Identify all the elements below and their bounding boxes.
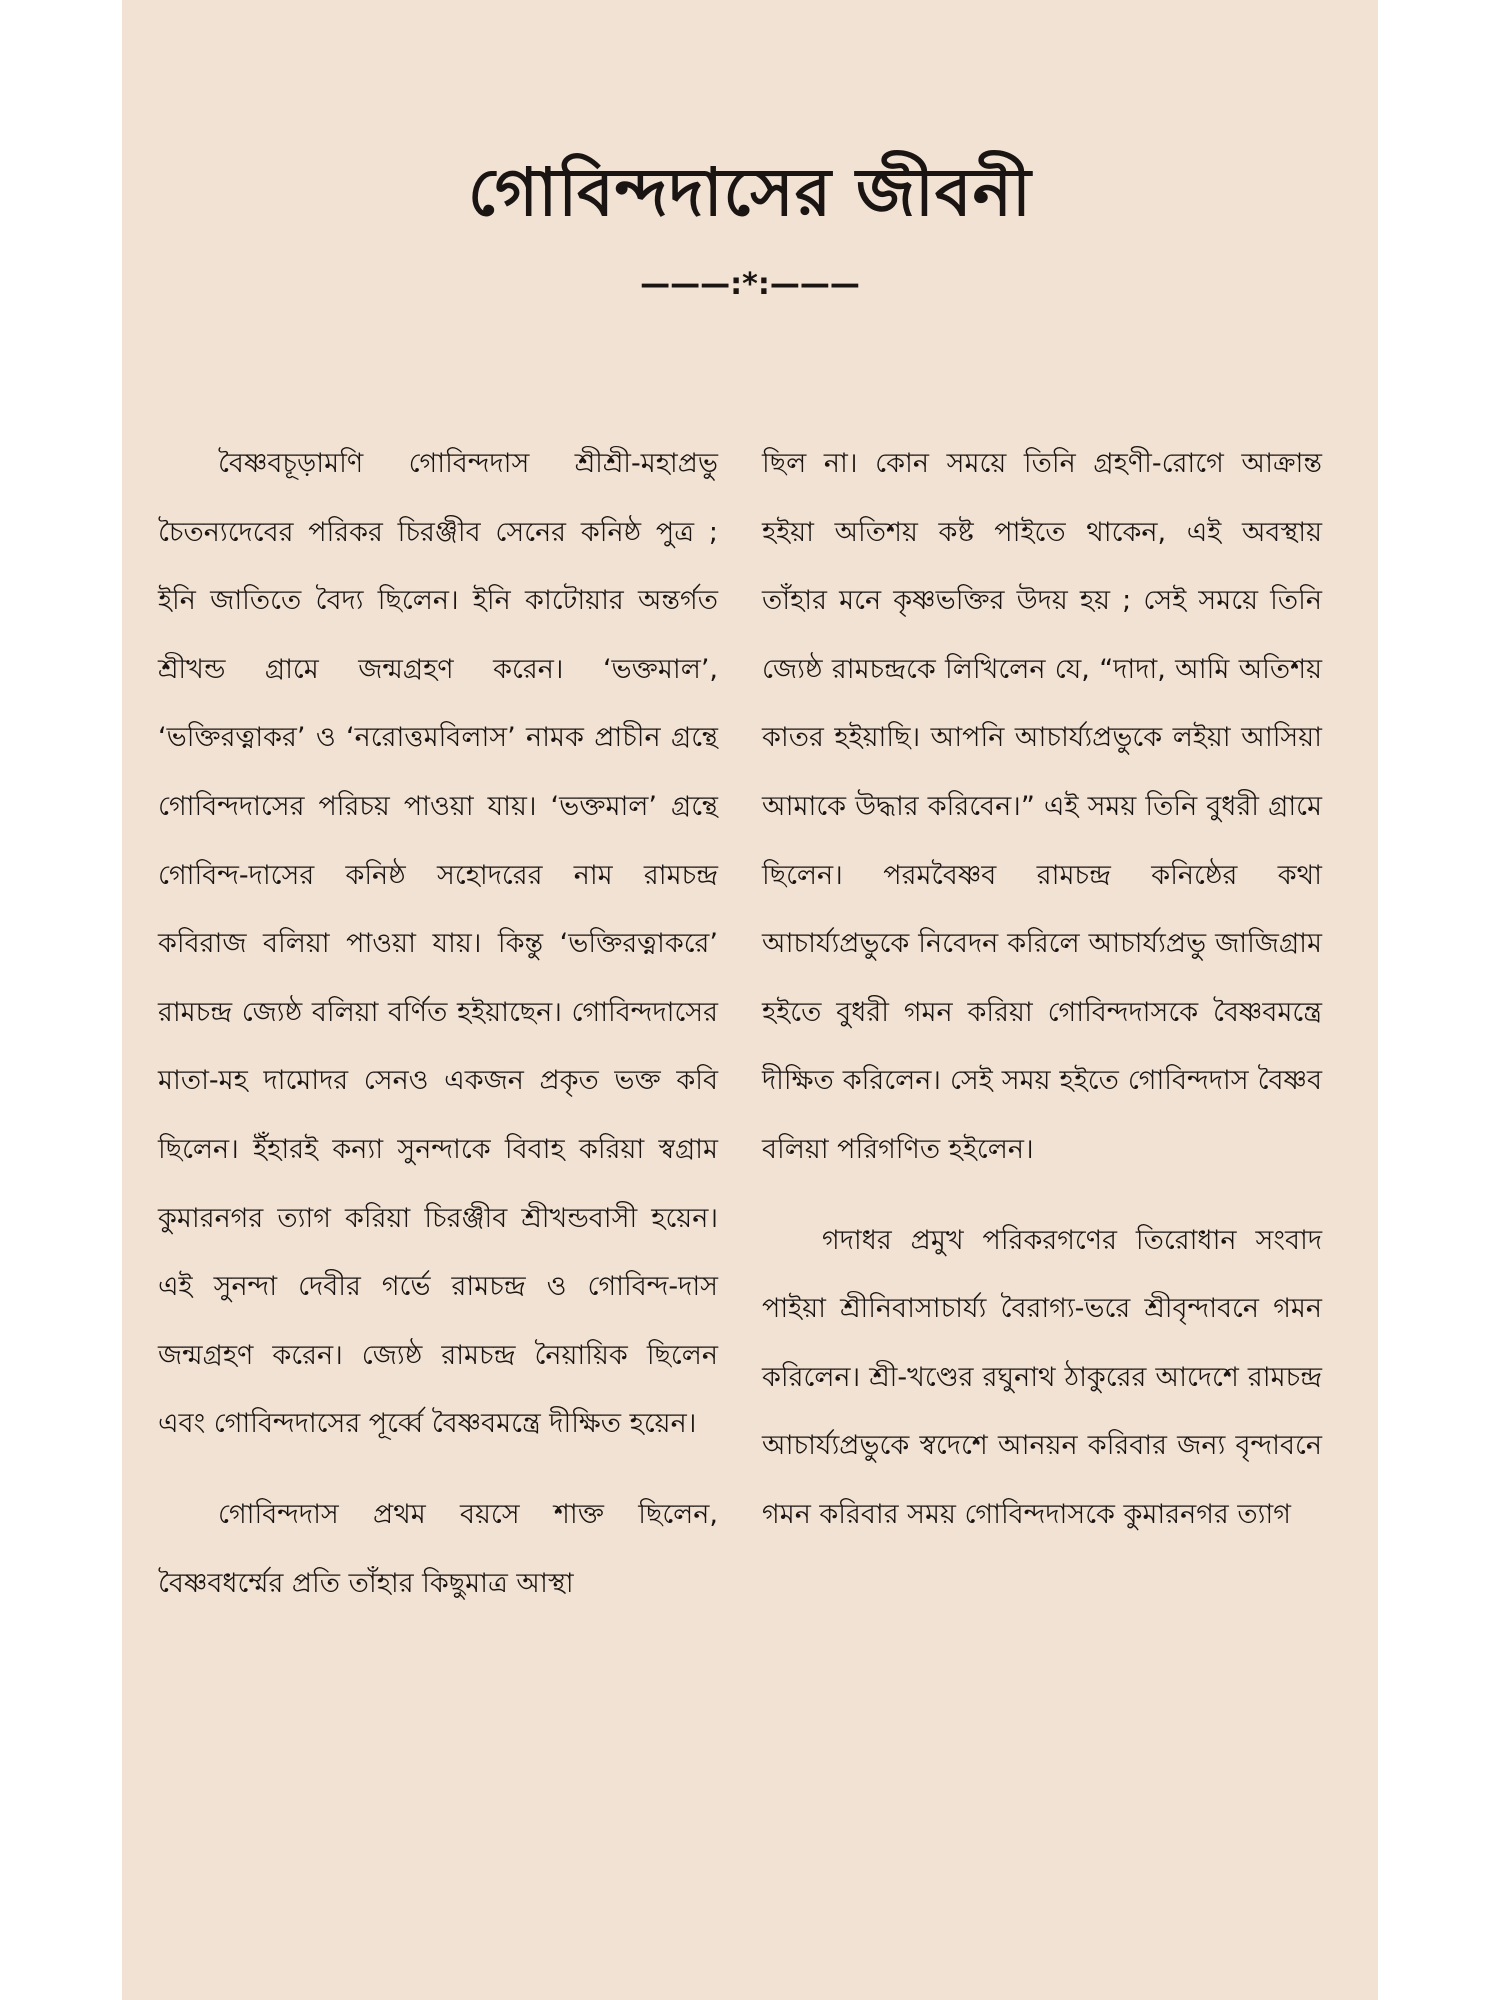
left-column [158,430,718,1618]
paragraph-left-2: গোবিন্দদাস প্রথম বয়সে শাক্ত ছিলেন, বৈষ্ণবধর্ম্মের প্রতি তাঁহার কিছুমাত্র আস্থা [158,1498,718,1599]
right-column [762,430,1322,1550]
paragraph-left-1: বৈষ্ণবচূড়ামণি গোবিন্দদাস শ্রীশ্রী-মহাপ্রভু চৈতন্যদেবের পরিকর চিরঞ্জীব সেনের কনিষ্ঠ পুত্র ; ইনি জাতিতে বৈদ্য ছিলেন। ইনি কাটোয়ার অন্তর্গত শ্রীখন্ড গ্রামে জন্মগ্রহণ করেন। ‘ভক্তমাল’, ‘ভক্তিরত্নাকর’ ও ‘নরোত্তমবিলাস’ নামক প্রাচীন গ্রন্থে গোবিন্দদাসের পরিচয় পাওয়া যায়। ‘ভক্তমাল’ গ্রন্থে গোবিন্দ-দাসের কনিষ্ঠ সহোদরের নাম রামচন্দ্র কবিরাজ বলিয়া পাওয়া যায়। কিন্তু ‘ভক্তিরত্নাকরে’ রামচন্দ্র জ্যেষ্ঠ বলিয়া বর্ণিত হইয়াছেন। গোবিন্দদাসের মাতা-মহ দামোদর সেনও একজন প্রকৃত ভক্ত কবি ছিলেন। ইঁহারই কন্যা সুনন্দাকে বিবাহ করিয়া স্বগ্রাম কুমারনগর ত্যাগ করিয়া চিরঞ্জীব শ্রীখন্ডবাসী হয়েন। এই সুনন্দা দেবীর গর্ভে রামচন্দ্র ও গোবিন্দ-দাস জন্মগ্রহণ করেন। জ্যেষ্ঠ রামচন্দ্র নৈয়ায়িক ছিলেন এবং গোবিন্দদাসের পূর্ব্বে বৈষ্ণবমন্ত্রে দীক্ষিত হয়েন। [158,448,718,1440]
page-title: গোবিন্দদাসের জীবনী [468,154,1032,231]
paragraph-right-2: গদাধর প্রমুখ পরিকরগণের তিরোধান সংবাদ পাইয়া শ্রীনিবাসাচার্য্য বৈরাগ্য-ভরে শ্রীবৃন্দাবনে গমন করিলেন। শ্রী-খণ্ডের রঘুনাথ ঠাকুরের আদেশে রামচন্দ্র আচার্য্যপ্রভুকে স্বদেশে আনয়ন করিবার জন্য বৃন্দাবনে গমন করিবার সময় গোবিন্দদাসকে কুমারনগর ত্যাগ [762,1224,1322,1530]
paragraph-right-1: ছিল না। কোন সময়ে তিনি গ্রহণী-রোগে আক্রান্ত হইয়া অতিশয় কষ্ট পাইতে থাকেন, এই অবস্থায় তাঁহার মনে কৃষ্ণভক্তির উদয় হয় ; সেই সময়ে তিনি জ্যেষ্ঠ রামচন্দ্রকে লিখিলেন যে, “দাদা, আমি অতিশয় কাতর হইয়াছি। আপনি আচার্য্যপ্রভুকে লইয়া আসিয়া আমাকে উদ্ধার করিবেন।” এই সময় তিনি বুধরী গ্রামে ছিলেন। পরমবৈষ্ণব রামচন্দ্র কনিষ্ঠের কথা আচার্য্যপ্রভুকে নিবেদন করিলে আচার্য্যপ্রভু জাজিগ্রাম হইতে বুধরী গমন করিয়া গোবিন্দদাসকে বৈষ্ণবমন্ত্রে দীক্ষিত করিলেন। সেই সময় হইতে গোবিন্দদাস বৈষ্ণব বলিয়া পরিগণিত হইলেন। [762,448,1322,1165]
book-page [122,0,1378,2000]
title-ornament: ———:*:——— [640,267,860,302]
